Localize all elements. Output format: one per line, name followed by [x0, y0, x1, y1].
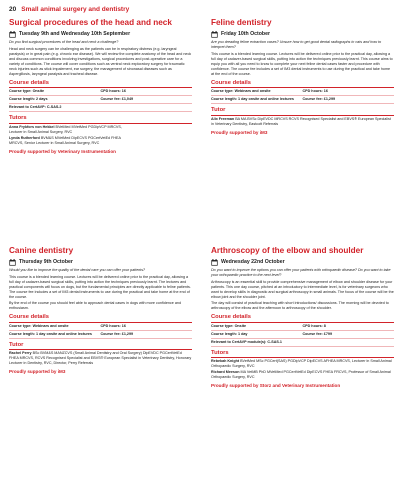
tutor-heading: Tutor — [211, 107, 226, 113]
body-text: This course is a blended learning course. Lectures will be delivered online prior to the practical day, allowing a full day of cadaver-based surgical skills, putting into action the techniques previously learnt. The lectures and practical components will focus on dogs, but the fundamental principles are directly applicable to feline patients. The course fee includes a set of IM3 dental instruments to use during the practical and take home at the end of the course. — [9, 274, 191, 299]
course-fee: Course fee: £1,049 — [101, 96, 193, 104]
tutor-entry — [9, 351, 192, 366]
course-type: Course type: Onsite — [9, 88, 101, 96]
tutor-name: Rebekah Knight — [211, 359, 240, 363]
page-header — [9, 4, 129, 14]
sponsor-line: Proudly supported by Veterinary Instrumentation — [9, 148, 116, 154]
tutors-heading: Tutors — [211, 349, 229, 356]
course-details-heading: Course details — [211, 314, 251, 320]
tutor-role: MRCVS, Senior Lecturer in Small Animal Surgery, RVC — [9, 140, 100, 145]
course-details-heading: Course details — [9, 314, 49, 320]
tutor-entry — [211, 117, 394, 127]
tutor-credentials: BVetMed MVetMed PGDipVCP MRCVS, — [54, 124, 122, 129]
course-length: Course length: 1 day onsite and online lectures — [9, 331, 101, 339]
calendar-icon — [211, 31, 218, 38]
course-details-table — [211, 88, 394, 104]
body-text: This course is a blended learning course. Lectures will be delivered online prior to the practical day, allowing a full day of cadaver-based surgical skills, putting into action the techniques previously learnt. This course aims to equip you with all you need to know to complete your next feline dental cases faster and procedure with confidence. The course fee includes a set of IM3 dental instruments to use during the practical and take home at the end of the course. — [211, 51, 393, 76]
tutor-credentials: BSc BVM&S MANZCVS (Small Animal Dentistry and Oral Surgery) DipEVDC PGCertVetEd FHEA MRCVS, RCVS Recognised Specialist and EBVS® European Specialist in Veterinary Dentistry, Honorary Lecturer in Dentistry, RVC, Director, Perry Referrals — [9, 351, 192, 365]
calendar-icon — [9, 31, 16, 38]
article-canine-dentistry — [9, 246, 192, 374]
course-details-table — [211, 323, 394, 347]
sponsor-line: Proudly supported by Storz and Veterinary Instrumentation — [211, 383, 341, 388]
article-title: Surgical procedures of the head and neck — [9, 18, 172, 27]
course-fee: Course fee: £1,299 — [303, 96, 395, 104]
article-arthroscopy — [211, 246, 394, 388]
page-number: 20 — [9, 5, 17, 13]
tutor-heading: Tutor — [9, 341, 24, 348]
tutor-name: Alix Freeman — [211, 116, 235, 121]
course-type: Course type: Onsite — [211, 323, 303, 331]
cpd-hours: CPD hours: 16 — [303, 88, 395, 96]
cpd-hours: CPD hours: 16 — [101, 323, 193, 331]
divider — [211, 357, 394, 358]
course-fee: Course fee: £799 — [303, 331, 395, 339]
cpd-hours: CPD hours: 16 — [101, 88, 193, 96]
course-fee: Course fee: £1,299 — [101, 331, 193, 339]
intro-text: Are you dreading feline extraction cases? Unsure how to get good dental radiographs in cats and how to interpret them? — [211, 40, 382, 49]
body-text: Arthroscopy is an essential skill to provide comprehensive management of elbow and shoulder disease for your patients. This one day course, pitched at an introductory to intermediate level, is for veterinary surgeons who want to develop skills in diagnostic and surgical arthroscopy in small animals. The focus of the course will be the elbow joint and the shoulder joint. — [211, 279, 394, 299]
course-details-table — [9, 323, 192, 339]
course-length: Course length: 2 days — [9, 96, 101, 104]
tutor-entry — [9, 136, 192, 146]
divider — [9, 349, 192, 350]
tutor-list — [211, 359, 394, 380]
calendar-icon — [9, 259, 16, 266]
tutor-credentials: MA VetMB PhD MVetMed PGCertVetEd DipECVS FHEA FRCVS, Professor of Small Animal Orthopaedic Surgery, RVC — [211, 370, 391, 379]
certavp-relevance: Relevant to CertAVP: C-SAS.2 — [9, 104, 192, 112]
sponsor-line: Proudly supported by iM3 — [211, 129, 268, 135]
certavp-relevance: Relevant to CertAVP module(s): C-SAS.1 — [211, 339, 394, 347]
intro-text: Would you like to improve the quality of the dental care you can offer your patients? — [9, 268, 146, 272]
section-title: Small animal surgery and dentistry — [21, 5, 130, 13]
body-text: By the end of the course you should feel able to approach dental cases in dogs with more confidence and enthusiasm. — [9, 301, 181, 310]
tutor-entry — [211, 359, 394, 369]
intro-text: Do you find surgical procedures of the head and neck a challenge? — [9, 40, 119, 44]
article-feline-dentistry — [211, 18, 394, 135]
divider — [211, 115, 394, 116]
date-row — [9, 30, 192, 38]
body-text: Head and neck surgery can be challenging as the patients can be in respiratory distress (e.g. laryngeal paralysis) or in great pain (e.g. chronic ear disease). We will review the complete anatomy of the head and neck and discuss common conditions involving investigations, surgical procedures and post-operative care for a variety of conditions. The course will cover conditions such as ventral neck exploratory surgery for traumatic neck injuries such as stick impalement, ear surgery, the management of sinonasal diseases such as Aspergillosis, laryngeal paralysis and tracheal disease. — [9, 46, 192, 76]
tutor-name: Richard Meeson — [211, 370, 240, 374]
calendar-icon — [211, 259, 218, 266]
body-text: The day will consist of practical teaching with short introductions/ discussions. The morning will be devoted to arthroscopy of the elbow and the afternoon to arthroscopy of the shoulder. — [211, 301, 389, 310]
article-title: Canine dentistry — [9, 246, 74, 255]
cpd-hours: CPD hours: 8 — [303, 323, 395, 331]
tutor-credentials: BVM&S MVetMed DipECVS PGCertVetEd FHEA — [39, 135, 121, 140]
tutor-credentials: BA MA BVSc DipEVDC MRCVS RCVS Recognised Specialist and EBVS® European Specialist in Veterinary Dentistry, Eastcott Referrals — [211, 116, 391, 126]
tutor-name: Lynda Rutherford — [9, 135, 40, 140]
course-date: Thursday 9th October — [19, 258, 73, 265]
article-head-neck-surgery — [9, 18, 192, 154]
course-length: Course length: 1 day onsite and online lectures — [211, 96, 303, 104]
tutor-name: Rachel Perry — [9, 351, 32, 355]
date-row — [211, 258, 394, 266]
course-details-table — [9, 88, 192, 112]
sponsor-line: Proudly supported by iM3 — [9, 369, 66, 374]
intro-text: Do you want to improve the options you can offer your patients with orthopaedic disease? Do you want to take your orthopaedic practice to the next level? — [211, 268, 391, 277]
article-title: Feline dentistry — [211, 18, 272, 27]
date-row — [211, 30, 394, 38]
course-length: Course length: 1 day — [211, 331, 303, 339]
course-date: Wednesday 22nd October — [221, 258, 285, 265]
tutors-heading: Tutors — [9, 115, 27, 121]
course-type: Course type: Webinars and onsite — [211, 88, 303, 96]
course-date: Friday 10th October — [221, 30, 271, 37]
course-type: Course type: Webinars and onsite — [9, 323, 101, 331]
tutor-entry — [211, 370, 394, 380]
course-details-heading: Course details — [9, 79, 49, 86]
article-title: Arthroscopy of the elbow and shoulder — [211, 246, 364, 255]
tutor-entry — [9, 125, 192, 135]
tutor-list — [9, 351, 192, 366]
course-date: Tuesday 9th and Wednesday 10th September — [19, 30, 131, 37]
tutor-list — [211, 117, 394, 127]
tutor-list — [9, 125, 192, 146]
course-details-heading: Course details — [211, 79, 251, 86]
tutor-name: Anna Frykfors von Hekkel — [9, 124, 55, 129]
tutor-credentials: BVetMed MSc PGCert(SAS) PGDipVCP DipECVS AFHEA MRCVS, Lecturer in Small Animal Orthopaedic Surgery, RVC — [211, 359, 392, 368]
tutor-role: Lecturer in Small Animal Surgery, RVC — [9, 129, 73, 134]
divider — [9, 123, 192, 124]
date-row — [9, 258, 192, 266]
